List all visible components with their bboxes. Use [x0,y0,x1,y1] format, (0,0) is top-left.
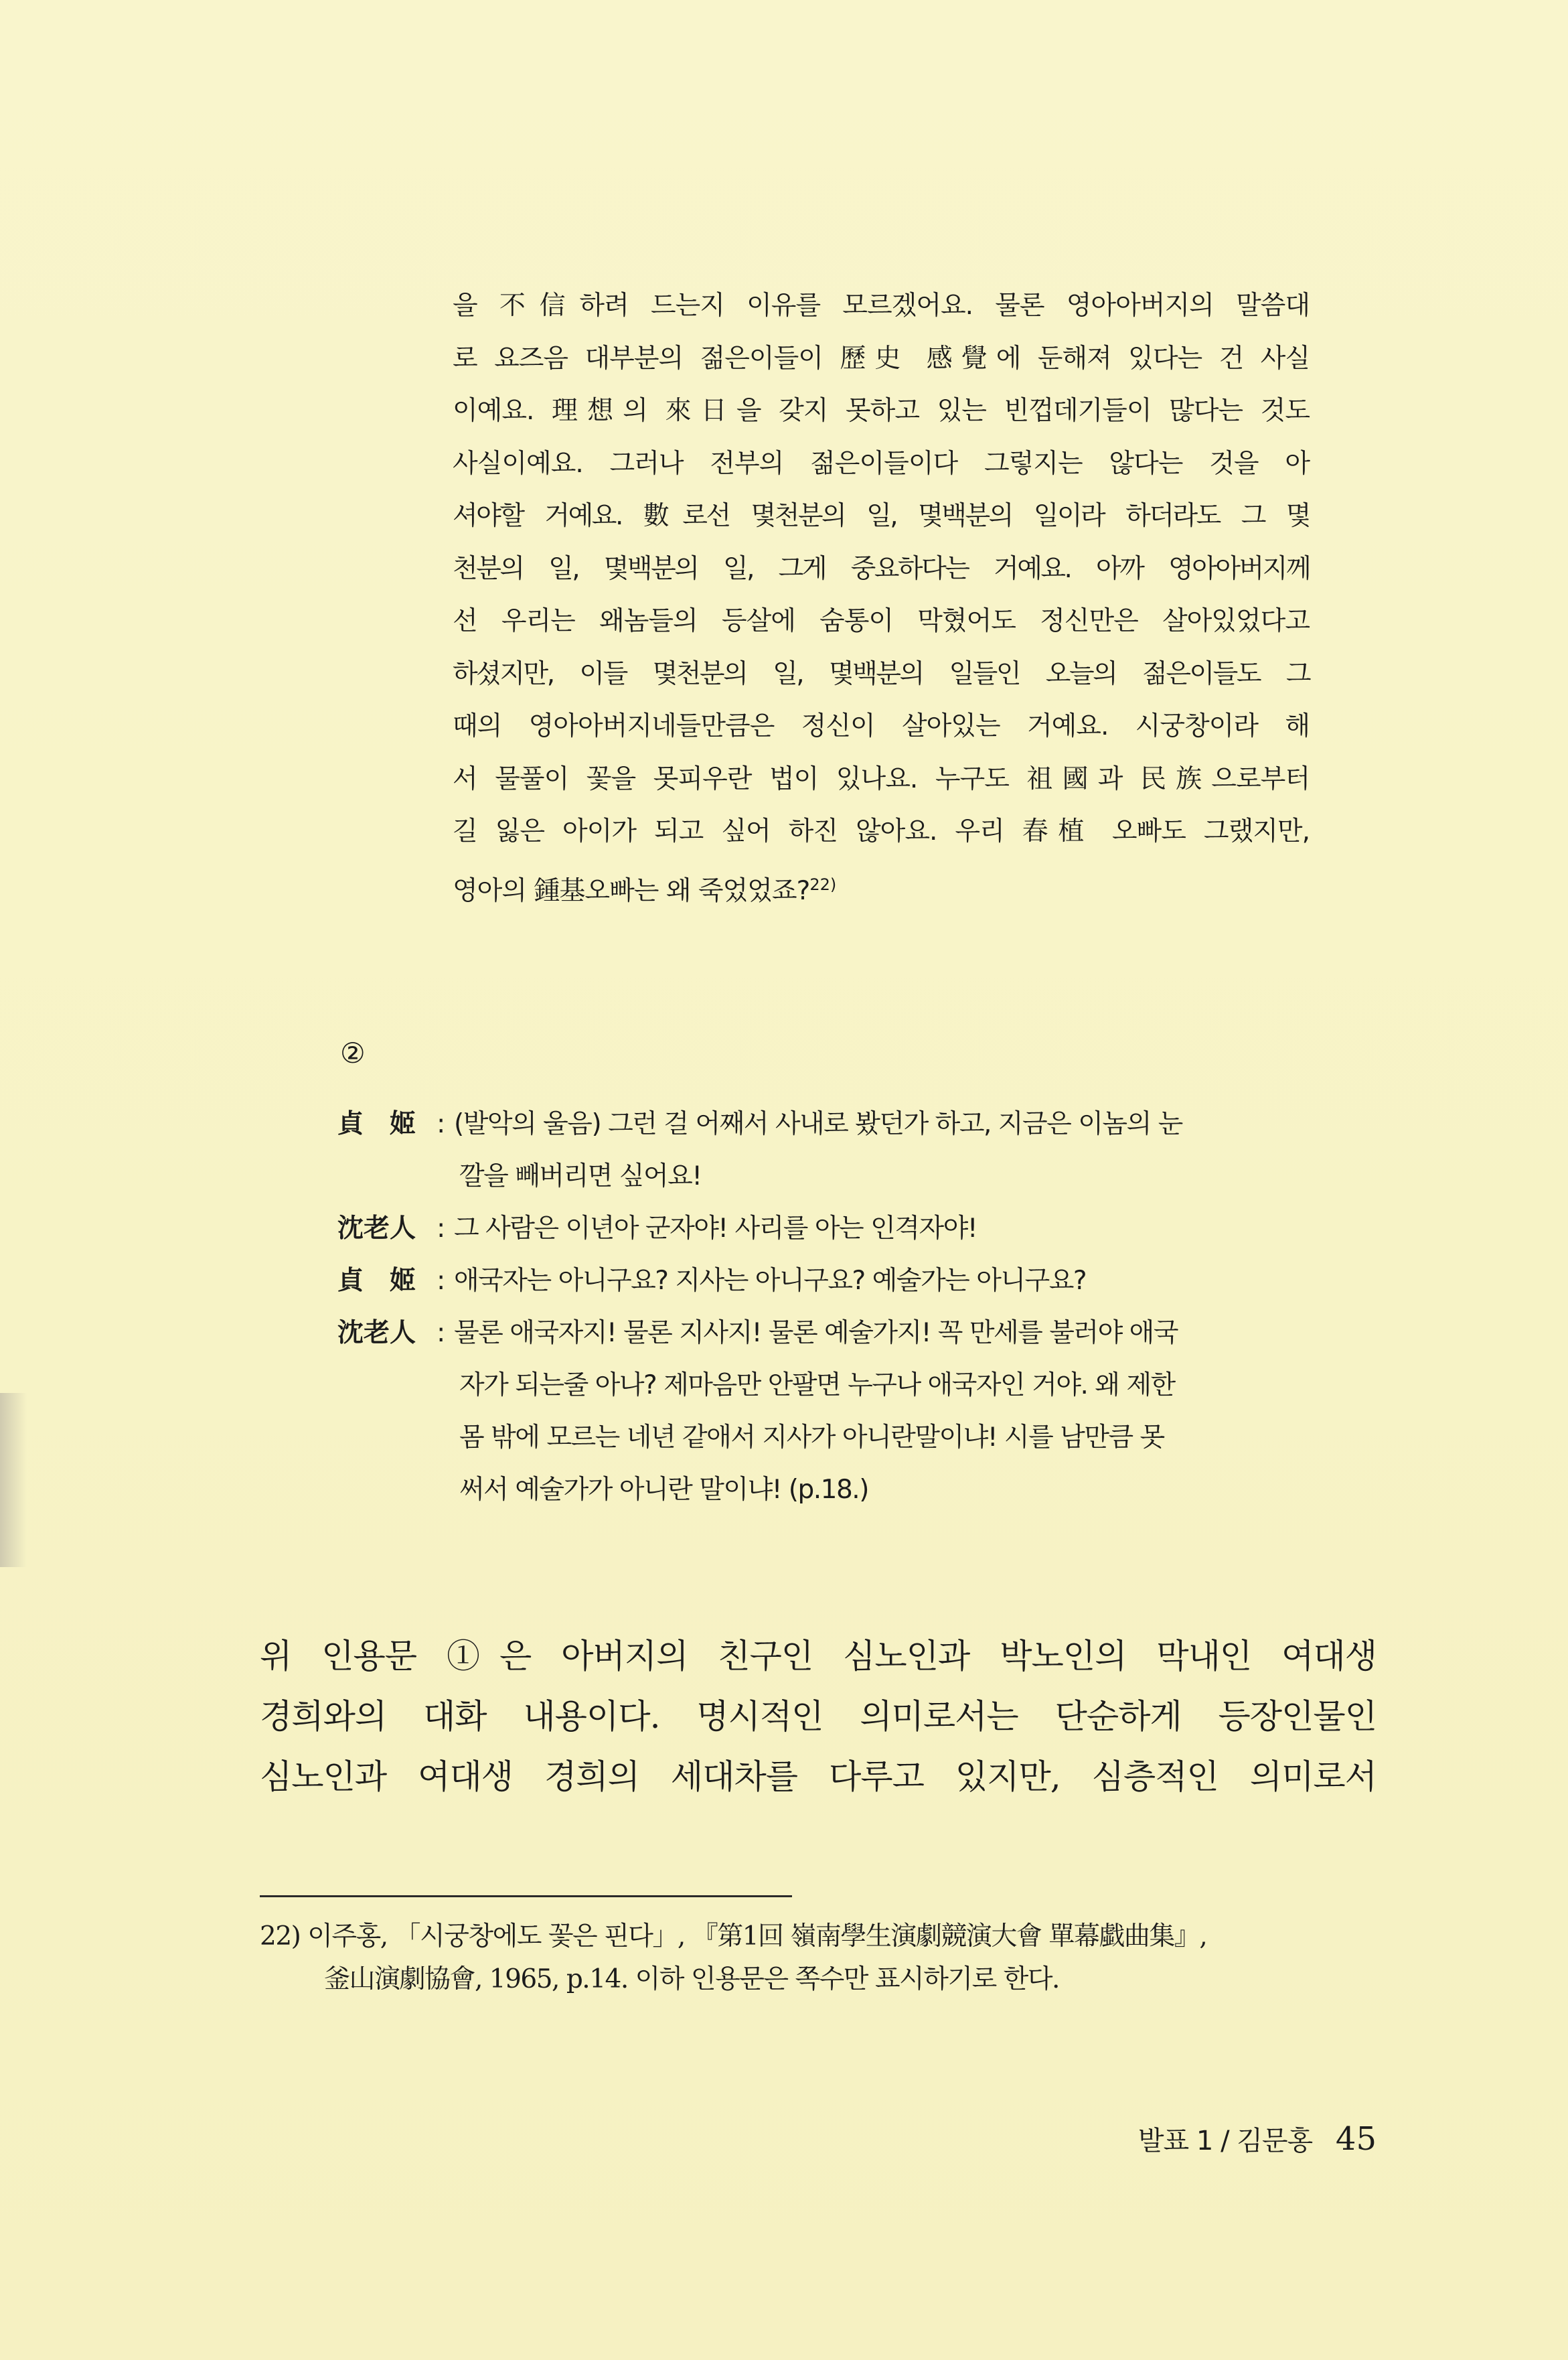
quotation-marker-2: ② [340,1037,366,1070]
dialogue-line [337,1098,1315,1151]
dialogue-block [337,1098,1315,1516]
page-number: 45 [1335,2120,1377,2158]
footnote-line: 釜山演劇協會, 1965, p.14. 이하 인용문은 쪽수만 표시하기로 한다. [324,1964,1059,1994]
quote-line: 사실이예요. 그러나 전부의 젊은이들이다 그렇지는 않다는 것을 아 [453,448,1310,479]
footnote-line: 22) 이주홍, 「시궁창에도 꽃은 핀다」, 『第1回 嶺南學生演劇競演大會 單幕戱曲集』, [260,1921,1207,1951]
quote-line: 로 요즈음 대부분의 젊은이들이 歷史 感覺에 둔해져 있다는 건 사실 [453,343,1310,374]
page-footer [1138,2119,1377,2161]
quote-line [453,859,1310,911]
dialogue-line [337,1151,1315,1203]
speaker-colon: : [437,1213,445,1244]
dialogue-line [337,1412,1315,1464]
quote-line: 선 우리는 왜놈들의 등살에 숨통이 막혔어도 정신만은 살아있었다고 [453,606,1310,636]
speaker-name: 沈老人 [337,1213,416,1244]
speaker-name: 沈老人 [337,1318,416,1348]
quote-line: 길 잃은 아이가 되고 싶어 하진 않아요. 우리 春植 오빠도 그랬지만, [453,816,1310,846]
dialogue-text: 애국자는 아니구요? 지사는 아니구요? 예술가는 아니구요? [454,1266,1087,1296]
footnote-divider [260,1895,792,1897]
dialogue-line [337,1203,1315,1255]
body-line: 위 인용문 ①은 아버지의 친구인 심노인과 박노인의 막내인 여대생 [260,1637,1377,1676]
dialogue-line [337,1307,1315,1359]
dialogue-text: (발악의 울음) 그런 걸 어째서 사내로 봤던가 하고, 지금은 이놈의 눈 [454,1109,1182,1139]
page-edge-shadow [0,1393,27,1567]
footnote [260,1915,1385,2001]
dialogue-line [337,1464,1315,1516]
body-line: 심노인과 여대생 경희의 세대차를 다루고 있지만, 심층적인 의미로서 [260,1757,1377,1796]
speaker-colon: : [437,1109,445,1139]
body-paragraph [260,1626,1377,1807]
dialogue-text: 물론 애국자지! 물론 지사지! 물론 예술가지! 꼭 만세를 불러야 애국 [454,1318,1178,1348]
dialogue-text: 몸 밖에 모르는 네년 같애서 지사가 아니란말이냐! 시를 남만큼 못 [459,1422,1164,1453]
quotation-block-1 [453,280,1310,911]
speaker-colon: : [437,1266,445,1296]
footnote-reference: 22) [809,875,837,894]
running-head: 발표 1 / 김문홍 [1138,2126,1313,2156]
quote-line-text: 영아의 鍾基오빠는 왜 죽었었죠? [453,875,810,906]
quote-line: 서 물풀이 꽃을 못피우란 법이 있나요. 누구도 祖國과 民族으로부터 [453,763,1310,794]
speaker-name: 貞 姬 [337,1266,416,1296]
dialogue-line [337,1359,1315,1412]
dialogue-line [337,1255,1315,1307]
quote-line: 이예요. 理想의 來日을 갖지 못하고 있는 빈껍데기들이 많다는 것도 [453,396,1310,426]
body-line: 경희와의 대화 내용이다. 명시적인 의미로서는 단순하게 등장인물인 [260,1697,1377,1736]
dialogue-text: 써서 예술가가 아니란 말이냐! (p.18.) [459,1475,868,1505]
dialogue-text: 그 사람은 이년아 군자야! 사리를 아는 인격자야! [454,1213,977,1244]
speaker-name: 貞 姬 [337,1109,416,1139]
quote-line: 천분의 일, 몇백분의 일, 그게 중요하다는 거예요. 아까 영아아버지께 [453,553,1310,584]
quote-line: 을 不信하려 드는지 이유를 모르겠어요. 물론 영아아버지의 말씀대 [453,291,1310,321]
quote-line: 때의 영아아버지네들만큼은 정신이 살아있는 거예요. 시궁창이라 해 [453,711,1310,741]
dialogue-text: 자가 되는줄 아나? 제마음만 안팔면 누구나 애국자인 거야. 왜 제한 [459,1370,1175,1400]
speaker-colon: : [437,1318,445,1348]
quote-line: 셔야할 거예요. 數로선 몇천분의 일, 몇백분의 일이라 하더라도 그 몇 [453,501,1310,531]
quote-line: 하셨지만, 이들 몇천분의 일, 몇백분의 일들인 오늘의 젊은이들도 그 [453,658,1310,689]
dialogue-text: 깔을 빼버리면 싶어요! [459,1161,702,1191]
